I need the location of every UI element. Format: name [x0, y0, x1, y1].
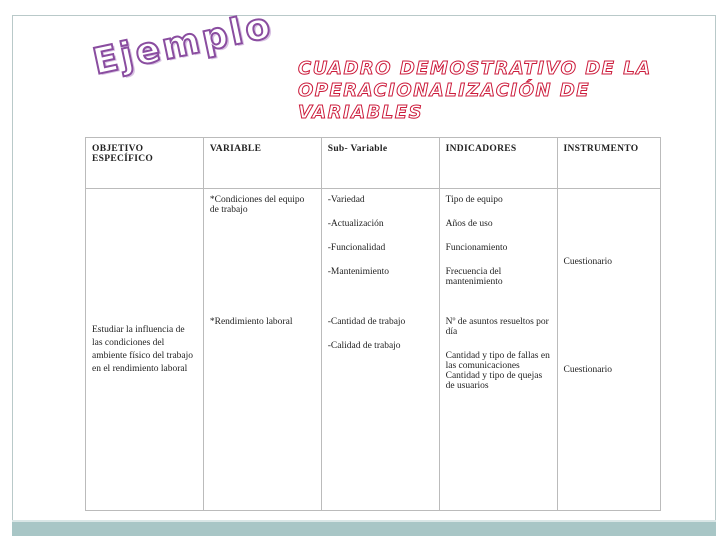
- ind-2-0: Nº de asuntos resueltos por día: [445, 317, 549, 337]
- instrument-cell: [557, 189, 661, 511]
- operationalization-table: [85, 137, 661, 511]
- sub-1-2: -Funcionalidad: [327, 243, 386, 253]
- slide-title: CUADRO DEMOSTRATIVO DE LA OPERACIONALIZACIÓN DE VARIABLES: [298, 58, 652, 123]
- header-instrument: INSTRUMENTO: [557, 138, 661, 189]
- objective-text: Estudiar la influencia de las condiciones del ambiente físico del trabajo en el rendimiento laboral: [92, 324, 194, 374]
- ind-2-1: Cantidad y tipo de fallas en las comunicaciones Cantidad y tipo de quejas de usuarios: [445, 351, 550, 391]
- instrument-2: Cuestionario: [563, 365, 613, 375]
- footer-bar: [12, 520, 716, 536]
- sub-1-1: -Actualización: [327, 219, 384, 229]
- header-variable: VARIABLE: [203, 138, 321, 189]
- sub-1-3: -Mantenimiento: [327, 267, 389, 277]
- sub-2-0: -Cantidad de trabajo: [327, 317, 406, 327]
- ind-1-2: Funcionamiento: [445, 243, 508, 253]
- operationalization-table-wrap: [85, 137, 661, 511]
- variable-1: *Condiciones del equipo de trabajo: [209, 195, 305, 215]
- table-row: [86, 189, 661, 511]
- footer-bar-highlight: [12, 520, 716, 522]
- sub-1-0: -Variedad: [327, 195, 365, 205]
- ejemplo-stamp: Ejemplo: [89, 4, 277, 83]
- indicators-cell: [439, 189, 557, 511]
- header-indicators: INDICADORES: [439, 138, 557, 189]
- ind-1-3: Frecuencia del mantenimiento: [445, 267, 503, 287]
- sub-2-1: -Calidad de trabajo: [327, 341, 401, 351]
- header-subvariable: Sub- Variable: [321, 138, 439, 189]
- instrument-1: Cuestionario: [563, 257, 613, 267]
- header-objective: OBJETIVO ESPECÍFICO: [86, 138, 204, 189]
- table-header-row: [86, 138, 661, 189]
- ind-1-1: Años de uso: [445, 219, 493, 229]
- ind-1-0: Tipo de equipo: [445, 195, 503, 205]
- variable-cell: [203, 189, 321, 511]
- subvariable-cell: [321, 189, 439, 511]
- variable-2: *Rendimiento laboral: [209, 317, 293, 327]
- objective-cell: [86, 189, 204, 511]
